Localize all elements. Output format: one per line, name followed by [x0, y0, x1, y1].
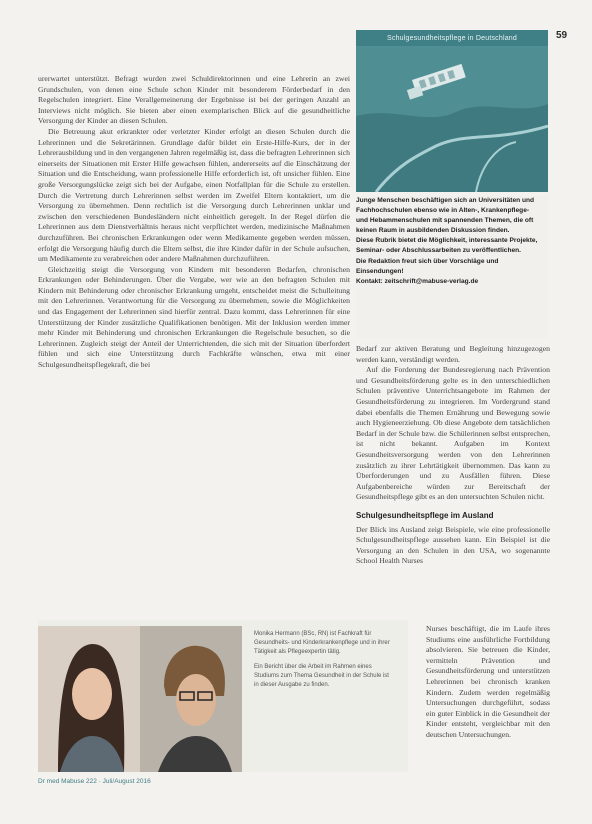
- body-paragraph: Auf die Forderung der Bundesregierung nach Prävention und Gesundheitsförderung gelte es in den unterschiedlichen Schulen präventive Unterrichtsangebote im Rahmen der Gesundheitsförderung zu integrieren. Im Vordergrund stand dabei ebenfalls die Themen Ernährung und Bewegung sowie auch Hygieneerziehung. Ob diese Angebote dem tatsächlichen Bedarf in der Schule bzw. die Schülerinnen selbst entsprechen, ist nicht bekannt. Aufgaben im Kontext Gesundheitsversorgung werden von den Lehrerinnen zusätzlich zu ihrer Lehrtätigkeit übernommen. Das kann zu Überforderungen und zu Ausfällen führen. Diese Aufgabenbereiche würden zur Bereitschaft der Gesundheitspflege gibt es an den untersuchten Schulen nicht.: [356, 365, 550, 502]
- note-line: Seminar- oder Abschlussarbeiten zu veröffentlichen.: [356, 247, 522, 255]
- body-paragraph: Die Betreuung akut erkrankter oder verletzter Kinder erfolgt an diesen Schulen durch die Lehrerinnen und die Sekretärinnen. Grundlage dafür bildet ein Erste-Hilfe-Kurs, der in der Lehrerausbildung und in den vergangenen Jahren regelmäßig ist, dass die befragten Lehrerinnen sich einerseits der Situationen mit Erster Hilfe gewachsen fühlen, andererseits auf die Einschätzung der Situation und die Entscheidung, wann professionelle Hilfe erforderlich ist, oft unsicher fühlen. Eine große Versorgungslücke zeigt sich bei der Aufgabe, einen Notfallplan für die Schule zu erstellen. Durch die Vertretung durch Lehrerinnen selbst werden im Zweifel Eltern kontaktiert, um die Versorgung zu übernehmen. Denn rechtlich ist die Versorgung durch Lehrerinnen unklar und zwischen den verschiedenen Bundesländern nicht einheitlich geregelt. In der Regel dürfen die Lehrerinnen aus dem Dienstverhältnis heraus nicht verpflichtet werden, medizinische Maßnahmen durchzuführen. Bei chronischen Erkrankungen oder wenn Medikamente gegeben werden müssen, erfolgt die Versorgung häufig durch die Eltern selbst, die ihre Kinder dafür in der Schule aufsuchen, um Medikamente zu verabreichen oder andere Maßnahmen durchzuführen.: [38, 126, 350, 264]
- right-text-column: [356, 344, 550, 567]
- body-paragraph: urerwartet unterstützt. Befragt wurden zwei Schuldirektorinnen und eine Lehrerin an zwei Grundschulen, von denen eine Schule schon Kinder mit besonderem Förderbedarf in den Regelschulen integriert. Eine Verallgemeinerung der Ergebnisse ist bei der geringen Anzahl an Interviews nicht möglich. Sie bieten aber einen exemplarischen Blick auf die gesundheitliche Versorgung der Kinder an diesen Schulen.: [38, 74, 350, 126]
- aerial-map-image: [356, 46, 548, 192]
- section-header-band: [356, 30, 548, 46]
- note-line: Die Redaktion freut sich über Vorschläge und: [356, 257, 499, 265]
- section-heading: Schulgesundheitspflege im Ausland: [356, 510, 494, 520]
- body-paragraph: Nurses beschäftigt, die im Laufe ihres Studiums eine ausführliche Fortbildung absolvieren. Sie betreuen die Kinder, vermitteln Prävention und Gesundheitsförderung und unterstützen Lehrerinnen bei chronisch kranken Kindern. Zudem werden regelmäßig Untersuchungen durchgeführt, sodass ein guter Einblick in die Gesundheit der Kinder entsteht, vergleichbar mit den deutschen Untersuchungen.: [426, 624, 550, 739]
- body-paragraph: Bedarf zur aktiven Beratung und Begleitung hinzugezogen werden kann, verständigt werden.: [356, 344, 550, 364]
- note-line: und Hebammenschulen mit spannenden Themen, die oft: [356, 217, 534, 225]
- caption-text: Ein Bericht über die Arbeit im Rahmen eines Studiums zum Thema Gesundheit in der Schule ist in dieser Ausgabe zu finden.: [254, 664, 389, 688]
- note-line: Junge Menschen beschäftigen sich an Universitäten und: [356, 197, 535, 204]
- left-text-column: [38, 74, 350, 371]
- note-line: Diese Rubrik bietet die Möglichkeit, interessante Projekte,: [356, 237, 538, 245]
- note-contact: Kontakt: zeitschrift@mabuse-verlag.de: [356, 277, 479, 285]
- caption-text: Monika Hermann (BSc, RN) ist Fachkraft für Gesundheits- und Kinderkrankenpflege und in ihrer Tätigkeit als Pflegeexpertin tätig.: [254, 631, 390, 655]
- page-number: 59: [556, 30, 568, 41]
- body-paragraph: Gleichzeitig steigt die Versorgung von Kindern mit besonderen Bedarfen, chronischen Erkrankungen oder Behinderungen. Über die Vergabe, wer wie an den befragten Schulen mit Kindern mit Behinderung oder chronischer Erkrankung umgeht, entscheidet meist die Schulleitung mit den Lehrerinnen. Verantwortung für die Versorgung zu übernehmen, sowie die Möglichkeiten und das Engagement der Lehrerinnen sind hierfür zentral. Dazu kommt, dass Lehrerinnen für eine Unterstützung der Kinder zusätzliche Qualifikationen benötigen. Mit der Inklusion werden immer mehr Kinder mit Behinderung und chronischen Erkrankungen die Regelschule besuchen, so die Lehrerinnen. Zugleich steigt der Anteil der Unterrichtenden, die sich mit der Situation überfordert fühlen und sich eine Unterstützung durch Fachkräfte wünschen, etwa mit einer Schulgesundheitspflegekraft, die bei: [38, 264, 350, 370]
- note-line: Fachhochschulen ebenso wie in Alten-, Krankenpflege-: [356, 207, 530, 215]
- note-line: Einsendungen!: [356, 267, 404, 275]
- author-photo-man: [140, 626, 242, 772]
- right-text-column-continued: [426, 624, 550, 741]
- sidebar-note: [356, 196, 548, 338]
- note-line: keinen Raum in ausbildenden Diskussion finden.: [356, 227, 510, 235]
- author-photo-woman: [38, 626, 140, 772]
- footer-text: Dr med Mabuse 222 · Juli/August 2016: [38, 778, 151, 785]
- author-caption: [254, 630, 394, 696]
- body-paragraph: Der Blick ins Ausland zeigt Beispiele, wie eine professionelle Schulgesundheitspflege aussehen kann. Ein Beispiel ist die Versorgung an den Schulen in den USA, wo sogenannte School Health Nurses: [356, 524, 550, 566]
- section-label: Schulgesundheitspflege in Deutschland: [387, 34, 517, 42]
